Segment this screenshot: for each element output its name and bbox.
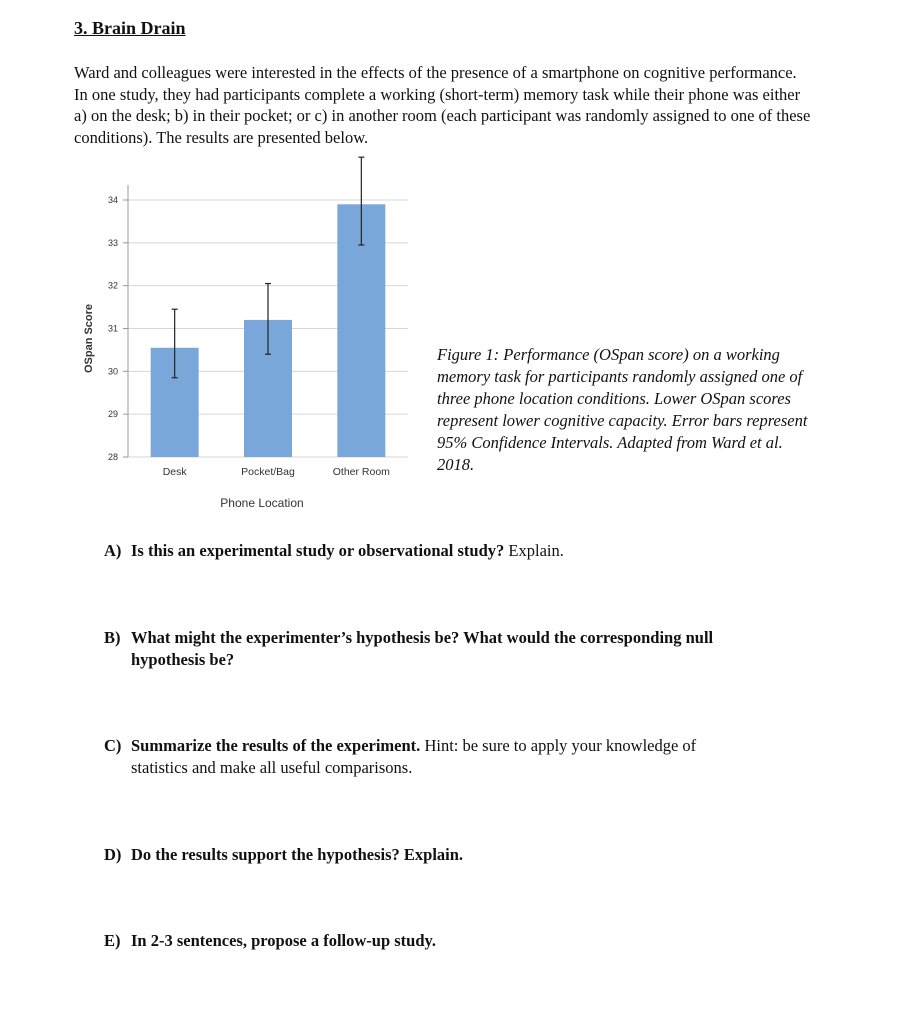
question-e — [104, 930, 804, 952]
y-tick-label: 31 — [107, 323, 118, 334]
intro-paragraph: Ward and colleagues were interested in the effects of the presence of a smartphone on cognitive performance. In one study, they had participants complete a working (short-term) memory task while their phone was either a) on the desk; b) in their pocket; or c) in another room (each participant was randomly assigned to one of these conditions). The results are presented below. — [74, 63, 811, 147]
question-c-rest-line2: statistics and make all useful comparisons. — [131, 757, 413, 777]
y-axis-label: OSpan Score — [83, 303, 95, 374]
question-c — [104, 735, 804, 778]
y-tick-label: 29 — [107, 409, 118, 420]
question-d-label: D) — [104, 845, 122, 864]
y-tick-label: 30 — [107, 366, 118, 377]
section-title: 3. Brain Drain — [74, 18, 186, 38]
question-a-text: Is this an experimental study or observational study? — [131, 541, 505, 560]
question-a — [104, 540, 804, 562]
question-c-rest: Hint: be sure to apply your knowledge of — [420, 736, 697, 755]
question-c-label: C) — [104, 736, 122, 755]
x-axis-label: Phone Location — [220, 496, 304, 510]
question-b — [104, 627, 804, 670]
question-b-text: What might the experimenter’s hypothesis be? What would the corresponding null — [131, 628, 714, 647]
question-a-rest: Explain. — [504, 541, 564, 560]
y-tick-label: 34 — [107, 195, 118, 205]
question-c-text: Summarize the results of the experiment. — [131, 736, 421, 755]
x-tick-label: Pocket/Bag — [241, 466, 295, 478]
figure-caption: Figure 1: Performance (OSpan score) on a working memory task for participants randomly assigned one of three phone location conditions. Lower OSpan scores represent lower cognitive capacity. Error bars represent 95% Confidence Intervals. Adapted from Ward et al. 2018. — [437, 345, 808, 474]
x-tick-label: Desk — [162, 466, 187, 478]
y-tick-label: 32 — [107, 280, 118, 291]
question-b-label: B) — [104, 628, 121, 647]
ospan-bar-chart — [78, 155, 418, 525]
y-tick-label: 33 — [107, 237, 118, 248]
question-e-label: E) — [104, 931, 121, 950]
question-e-text: In 2-3 sentences, propose a follow-up study. — [131, 931, 436, 950]
question-a-label: A) — [104, 541, 122, 560]
question-b-text-line2: hypothesis be? — [131, 649, 235, 669]
question-d-text: Do the results support the hypothesis? Explain. — [131, 845, 464, 864]
y-tick-label: 28 — [107, 452, 118, 462]
x-tick-label: Other Room — [332, 466, 390, 478]
question-d — [104, 844, 804, 866]
